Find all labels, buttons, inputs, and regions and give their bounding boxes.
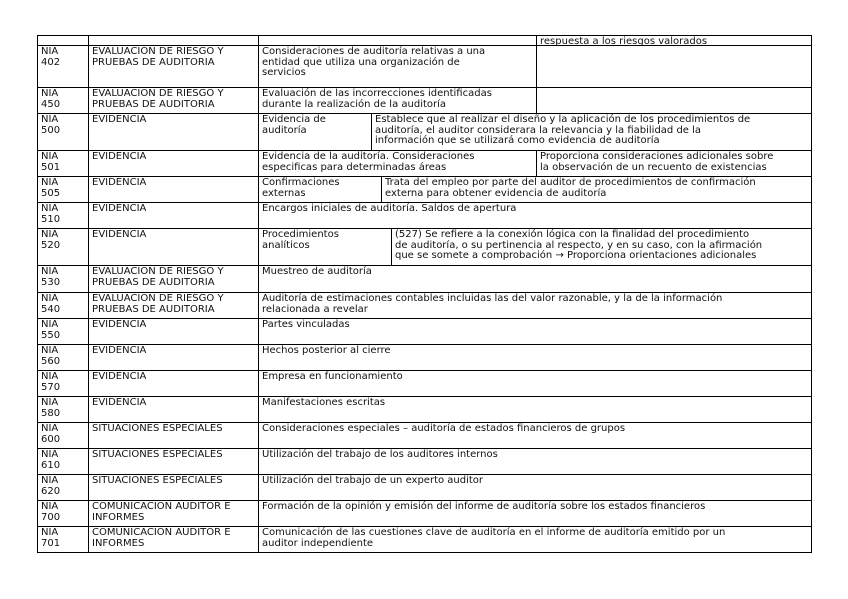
category-cell	[88, 449, 258, 474]
text-line: NIA	[41, 46, 59, 57]
text-line: 505	[41, 187, 61, 199]
text-line: durante la realización de la auditoría	[262, 98, 447, 110]
text-line: NIA	[41, 151, 59, 162]
nia-cell	[38, 36, 88, 45]
text-line: Trata del empleo por parte del auditor de procedimientos de confirmación	[385, 177, 756, 188]
text-line: INFORMES	[92, 511, 145, 523]
text-line: NIA	[41, 177, 59, 188]
title-cell	[258, 229, 391, 265]
category-cell	[88, 266, 258, 292]
table-row	[37, 475, 812, 501]
text-line: Manifestaciones escritas	[262, 397, 386, 408]
text-line: NIA	[41, 423, 59, 434]
title-cell	[258, 501, 811, 526]
text-line: 570	[41, 381, 61, 393]
nia-cell	[38, 319, 88, 344]
text-line: EVALUACION DE RIESGO Y	[92, 46, 224, 57]
title-cell	[258, 266, 811, 292]
category-cell	[88, 36, 258, 45]
text-line: SITUACIONES ESPECIALES	[92, 423, 223, 434]
text-line: Formación de la opinión y emisión del informe de auditoría sobre los estados financieros	[262, 501, 706, 512]
text-line: EVIDENCIA	[92, 229, 147, 240]
text-line: NIA	[41, 449, 59, 460]
text-line: información que se utilizará como evidencia de auditoría	[375, 135, 660, 147]
text-line: respuesta a los riesgos valorados	[540, 36, 708, 45]
text-line: entidad que utiliza una organización de	[262, 56, 460, 68]
text-line: 610	[41, 459, 61, 471]
category-cell	[88, 177, 258, 202]
text-line: NIA	[41, 203, 59, 214]
text-line: Hechos posterior al cierre	[262, 345, 391, 356]
text-line: NIA	[41, 319, 59, 330]
description-cell	[536, 46, 811, 87]
text-line: EVIDENCIA	[92, 203, 147, 214]
text-line: 510	[41, 213, 61, 225]
table-row	[37, 114, 812, 151]
text-line: (527) Se refiere a la conexión lógica con la finalidad del procedimiento	[395, 229, 750, 240]
table-row	[37, 449, 812, 475]
title-cell	[258, 114, 371, 150]
text-line: NIA	[41, 527, 59, 538]
text-line: 402	[41, 56, 61, 68]
title-cell	[258, 423, 811, 448]
text-line: 501	[41, 161, 61, 173]
text-line: analíticos	[262, 239, 310, 251]
text-line: 620	[41, 485, 61, 497]
text-line: PRUEBAS DE AUDITORIA	[92, 303, 215, 315]
title-cell	[258, 177, 381, 202]
text-line: EVIDENCIA	[92, 114, 147, 125]
text-line: de auditoría, o su pertinencia al respecto, y en su caso, con la afirmación	[395, 239, 763, 251]
text-line: NIA	[41, 397, 59, 408]
title-cell	[258, 319, 811, 344]
text-line: NIA	[41, 229, 59, 240]
nia-cell	[38, 88, 88, 113]
text-line: PRUEBAS DE AUDITORIA	[92, 276, 215, 288]
title-cell	[258, 527, 811, 552]
text-line: 701	[41, 537, 61, 549]
category-cell	[88, 475, 258, 500]
table-row	[37, 266, 812, 293]
text-line: COMUNICACIÓN AUDITOR E	[92, 501, 231, 512]
text-line: EVIDENCIA	[92, 371, 147, 382]
table-row	[37, 345, 812, 371]
text-line: EVALUACION DE RIESGO Y	[92, 293, 224, 304]
text-line: Comunicación de las cuestiones clave de auditoría en el informe de auditoría emitido por un	[262, 527, 726, 538]
text-line: Procedimientos	[262, 229, 339, 240]
nia-cell	[38, 229, 88, 265]
text-line: COMUNICACIÓN AUDITOR E	[92, 527, 231, 538]
table-row	[37, 177, 812, 203]
text-line: 700	[41, 511, 61, 523]
title-cell	[258, 293, 811, 318]
description-cell	[536, 88, 811, 113]
text-line: SITUACIONES ESPECIALES	[92, 449, 223, 460]
text-line: la observación de un recuento de existencias	[540, 161, 767, 173]
text-line: que se somete a comprobación → Proporciona orientaciones adicionales	[395, 250, 757, 262]
text-line: auditoría	[262, 124, 307, 136]
text-line: Empresa en funcionamiento	[262, 371, 403, 382]
nia-cell	[38, 397, 88, 422]
category-cell	[88, 114, 258, 150]
nia-cell	[38, 345, 88, 370]
table-row	[37, 46, 812, 88]
text-line: Confirmaciones	[262, 177, 340, 188]
table-row	[37, 397, 812, 423]
category-cell	[88, 88, 258, 113]
nia-cell	[38, 293, 88, 318]
text-line: Consideraciones de auditoría relativas a una	[262, 46, 486, 57]
title-cell	[258, 449, 811, 474]
category-cell	[88, 423, 258, 448]
table-row	[37, 423, 812, 449]
table-row	[37, 319, 812, 345]
nia-cell	[38, 527, 88, 552]
text-line: 520	[41, 239, 61, 251]
category-cell	[88, 345, 258, 370]
nia-table	[37, 35, 812, 553]
nia-cell	[38, 266, 88, 292]
category-cell	[88, 293, 258, 318]
text-line: PRUEBAS DE AUDITORIA	[92, 98, 215, 110]
text-line: Utilización del trabajo de un experto auditor	[262, 475, 484, 486]
table-row	[37, 35, 812, 46]
title-cell	[258, 36, 536, 45]
description-cell	[381, 177, 811, 202]
text-line: 530	[41, 276, 61, 288]
nia-cell	[38, 203, 88, 228]
nia-cell	[38, 371, 88, 396]
text-line: 540	[41, 303, 61, 315]
text-line: NIA	[41, 266, 59, 277]
text-line: EVALUACION DE RIESGO Y	[92, 266, 224, 277]
text-line: Proporciona consideraciones adicionales sobre	[540, 151, 774, 162]
text-line: externas	[262, 187, 306, 199]
text-line: Auditoría de estimaciones contables incluidas las del valor razonable, y la de la información	[262, 293, 723, 304]
text-line: INFORMES	[92, 537, 145, 549]
category-cell	[88, 229, 258, 265]
text-line: auditor independiente	[262, 537, 374, 549]
title-cell	[258, 345, 811, 370]
text-line: NIA	[41, 345, 59, 356]
title-cell	[258, 151, 536, 176]
text-line: NIA	[41, 88, 59, 99]
text-line: SITUACIONES ESPECIALES	[92, 475, 223, 486]
category-cell	[88, 151, 258, 176]
title-cell	[258, 371, 811, 396]
category-cell	[88, 203, 258, 228]
text-line: EVIDENCIA	[92, 319, 147, 330]
text-line: EVIDENCIA	[92, 177, 147, 188]
table-row	[37, 151, 812, 177]
description-cell	[371, 114, 811, 150]
text-line: Muestreo de auditoría	[262, 266, 372, 277]
nia-cell	[38, 177, 88, 202]
category-cell	[88, 319, 258, 344]
text-line: externa para obtener evidencia de auditoría	[385, 187, 607, 199]
nia-cell	[38, 151, 88, 176]
text-line: 600	[41, 433, 61, 445]
text-line: Evaluación de las incorrecciones identificadas	[262, 88, 492, 99]
nia-cell	[38, 475, 88, 500]
title-cell	[258, 475, 811, 500]
text-line: Partes vinculadas	[262, 319, 350, 330]
category-cell	[88, 46, 258, 87]
title-cell	[258, 46, 536, 87]
text-line: Consideraciones especiales – auditoría de estados financieros de grupos	[262, 423, 626, 434]
text-line: NIA	[41, 371, 59, 382]
nia-cell	[38, 114, 88, 150]
nia-cell	[38, 449, 88, 474]
nia-cell	[38, 46, 88, 87]
nia-cell	[38, 501, 88, 526]
text-line: servicios	[262, 67, 306, 79]
table-row	[37, 371, 812, 397]
title-cell	[258, 88, 536, 113]
table-row	[37, 88, 812, 114]
text-line: 580	[41, 407, 61, 419]
text-line: EVIDENCIA	[92, 345, 147, 356]
title-cell	[258, 203, 811, 228]
text-line: NIA	[41, 114, 59, 125]
text-line: NIA	[41, 501, 59, 512]
text-line: EVALUACION DE RIESGO Y	[92, 88, 224, 99]
text-line: 550	[41, 329, 61, 341]
table-row	[37, 229, 812, 266]
text-line: NIA	[41, 475, 59, 486]
text-line: EVIDENCIA	[92, 397, 147, 408]
text-line: PRUEBAS DE AUDITORIA	[92, 56, 215, 68]
description-cell	[391, 229, 811, 265]
text-line: Evidencia de	[262, 114, 326, 125]
category-cell	[88, 527, 258, 552]
table-row	[37, 501, 812, 527]
title-cell	[258, 397, 811, 422]
text-line: Establece que al realizar el diseño y la aplicación de los procedimientos de	[375, 114, 751, 125]
description-cell	[536, 151, 811, 176]
table-row	[37, 293, 812, 319]
text-line: 450	[41, 98, 61, 110]
table-row	[37, 203, 812, 229]
text-line: auditoría, el auditor considerara la relevancia y la fiabilidad de la	[375, 124, 702, 136]
text-line: EVIDENCIA	[92, 151, 147, 162]
category-cell	[88, 371, 258, 396]
text-line: especificas para determinadas áreas	[262, 161, 447, 173]
text-line: 500	[41, 124, 61, 136]
text-line: relacionada a revelar	[262, 303, 368, 315]
text-line: Evidencia de la auditoría. Consideraciones	[262, 151, 475, 162]
category-cell	[88, 397, 258, 422]
nia-cell	[38, 423, 88, 448]
text-line: Utilización del trabajo de los auditores internos	[262, 449, 498, 460]
text-line: NIA	[41, 293, 59, 304]
text-line: Encargos iniciales de auditoría. Saldos de apertura	[262, 203, 517, 214]
category-cell	[88, 501, 258, 526]
table-row	[37, 527, 812, 553]
text-line: 560	[41, 355, 61, 367]
description-cell	[536, 36, 811, 45]
